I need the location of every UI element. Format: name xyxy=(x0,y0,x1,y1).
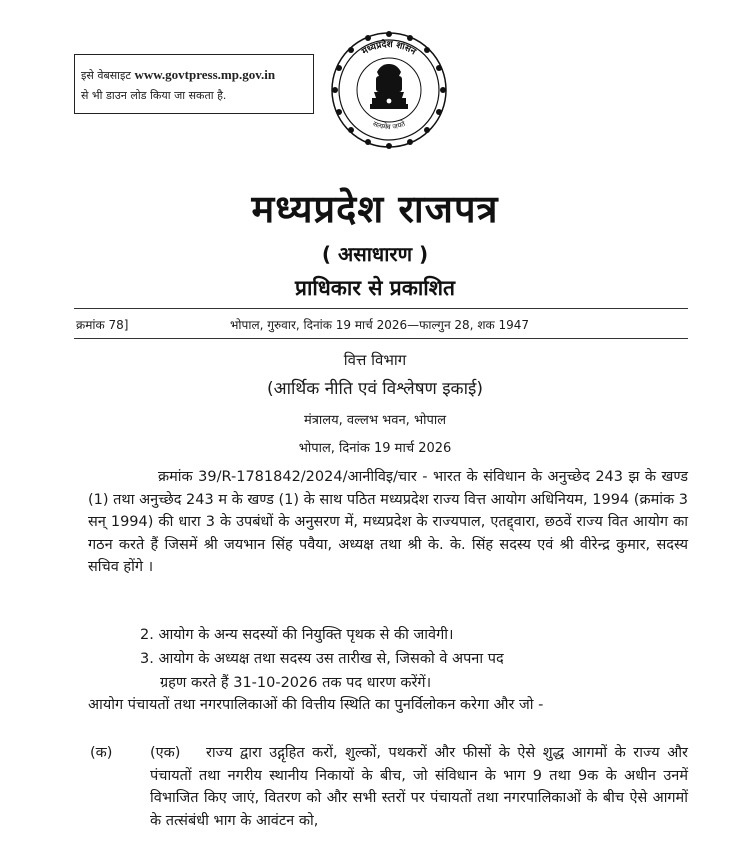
order-paragraph-4: आयोग पंचायतों तथा नगरपालिकाओं की वित्तीय स्थिति का पुनर्विलोकन करेगा और जो - xyxy=(88,697,544,713)
clause-label: (क) xyxy=(90,745,113,761)
gazette-title: मध्यप्रदेश राजपत्र xyxy=(251,187,499,231)
department-heading: वित्त विभाग xyxy=(343,351,407,369)
gazette-authority: प्राधिकार से प्रकाशित xyxy=(295,276,455,300)
notice-prefix: इसे वेबसाइट xyxy=(81,69,131,82)
state-emblem-seal xyxy=(330,28,448,152)
subclause-text: राज्य द्वारा उद्गृहित करों, शुल्कों, पथकरों और फीसों के ऐसे शुद्ध आगमों के राज्य और पंचायतों तथा नगरीय स्थानीय निकायों के बीच, जो संविधान के भाग 9 तथा 9क के अधीन उनमें विभाजित किए जाएं, वितरण को और सभी स्तरों पर पंचायतों तथा नगरपालिकाओं के बीच ऐसे आगमों के तत्संबंधी भाग के आवंटन को, xyxy=(150,745,688,829)
divider-top xyxy=(74,308,688,309)
order-date: भोपाल, दिनांक 19 मार्च 2026 xyxy=(298,441,452,456)
office-address: मंत्रालय, वल्लभ भवन, भोपाल xyxy=(303,413,447,428)
order-paragraph-1: क्रमांक 39/R-1781842/2024/आनीविइ/चार - भारत के संविधान के अनुच्छेद 243 झ के खण्ड (1) तथा अनुच्छेद 243 म के खण्ड (1) के साथ पठित मध्यप्रदेश राज्य वित्त आयोग अधिनियम, 1994 (क्रमांक 3 सन् 1994) की धारा 3 के उपबंधों के अनुसरण में, मध्यप्रदेश के राज्यपाल, एतद्द्वारा, छठवें राज्य वित आयोग का गठन करते हैं जिसमें श्री जयभान सिंह पवैया, अध्यक्ष तथा श्री के. के. सिंह सदस्य एवं श्री वीरेन्द्र कुमार, सदस्य सचिव होंगे । xyxy=(88,469,688,575)
order-paragraph-3-line-1: 3. आयोग के अध्यक्ष तथा सदस्य उस तारीख से, जिसको वे अपना पद xyxy=(140,651,504,667)
divider-bottom xyxy=(74,338,688,339)
svg-text:सत्यमेव जयते: सत्यमेव जयते xyxy=(371,119,407,132)
subclause-label: (एक) xyxy=(150,745,181,761)
issue-number: क्रमांक 78] xyxy=(76,318,129,332)
order-paragraph-3-line-2: ग्रहण करते हैं 31-10-2026 तक पद धारण करेंगें। xyxy=(160,675,432,691)
website-notice xyxy=(74,54,314,114)
svg-text:मध्यप्रदेश शासन: मध्यप्रदेश शासन xyxy=(360,39,418,58)
notice-website-link[interactable]: www.govtpress.mp.gov.in xyxy=(134,67,276,82)
gazette-edition: ( असाधारण ) xyxy=(321,242,429,266)
order-paragraph-2: 2. आयोग के अन्य सदस्यों की नियुक्ति पृथक से की जावेगी। xyxy=(140,627,454,643)
issue-date-line: भोपाल, गुरुवार, दिनांक 19 मार्च 2026—फाल्गुन 28, शक 1947 xyxy=(230,318,530,332)
notice-suffix: से भी डाउन लोड किया जा सकता है. xyxy=(81,89,227,102)
unit-heading: (आर्थिक नीति एवं विश्लेषण इकाई) xyxy=(266,379,483,399)
